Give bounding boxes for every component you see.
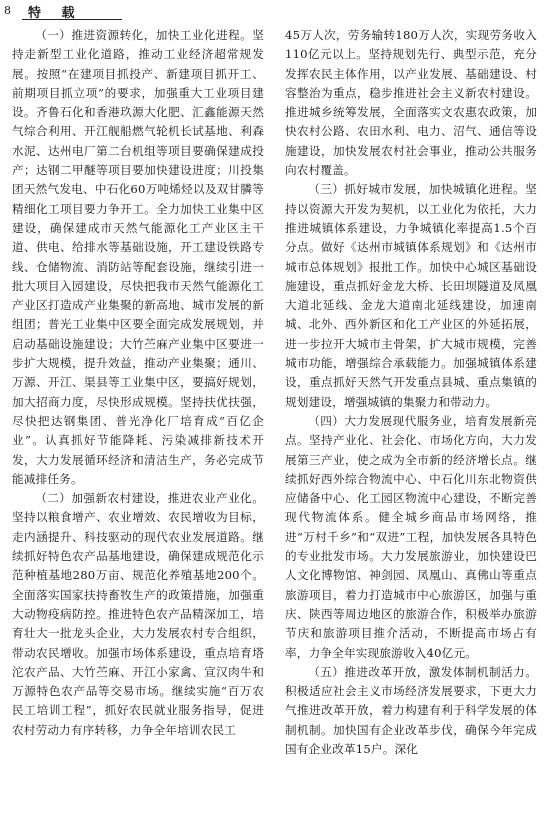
right-column (285, 26, 537, 826)
page-number: 8 (4, 4, 11, 17)
paragraph-industrialization: （一）推进资源转化，加快工业化进程。坚持走新型工业化道路，推动工业经济超常规发展。按照“在建项目抓投产、新建项目抓开工、前期项目抓立项”的要求，加强重大工业项目建设。齐鲁石化和香港玖源大化肥、汇鑫能源天然气综合利用、开江舰船燃气轮机长试基地、利森水泥、达州电厂第二台机组等项目要确保建成投产；达钢二甲醚等项目要加快建设进度；川投集团天然气发电、中石化60万吨烯烃以及双甘膦等精细化工项目要力争开工。全力加快工业集中区建设，确保建成市天然气能源化工产业区主干道、供电、给排水等基础设施，开工建设铁路专线、仓储物流、消防站等配套设施，继续引进一批大项目入园建设，尽快把我市天然气能源化工产业区打造成产业集聚的新高地、城市发展的新组团；普光工业集中区要全面完成发展规划，并启动基础设施建设；大竹苎麻产业集中区要进一步扩大规模，提升效益，推动产业集聚；通川、万源、开江、渠县等工业集中区，要搞好规划，加大招商力度，尽快形成规模。坚持扶优扶强，尽快把达钢集团、普光净化厂培育成“百亿企业”。认真抓好节能降耗、污染减排新技术开发，大力发展循环经济和清洁生产，务必完成节能减排任务。 (12, 28, 264, 486)
paragraph-reform-opening: （五）推进改革开放，激发体制机制活力。积极适应社会主义市场经济发展要求，下更大力气推进改革开放，着力构建有利于科学发展的体制机制。加快国有企业改革步伐，确保今年完成国有企业改革15户。深化 (285, 664, 537, 756)
paragraph-new-countryside: （二）加强新农村建设，推进农业产业化。坚持以粮食增产、农业增效、农民增收为目标，走内涵提升、科技驱动的现代农业发展道路。继续抓好特色农产品基地建设，确保建成规范化示范种植基地280万亩、规范化养殖基地200个。全面落实国家扶持畜牧生产的政策措施，加强重大动物疫病防控。推进特色农产品精深加工，培育壮大一批龙头企业，大力发展农村专合组织，带动农民增收。加强市场体系建设，重点培育塔沱农产品、大竹苎麻、开江小家禽、宣汉肉牛和万源特色农产品等交易市场。继续实施“百万农民工培训工程”，抓好农民就业服务指导，促进农村劳动力有序转移，力争全年培训农民工 (12, 491, 264, 737)
header-rule (22, 19, 122, 20)
paragraph-continued: 45万人次，劳务输转180万人次，实现劳务收入110亿元以上。坚持规划先行、典型示范，充分发挥农民主体作用，以产业发展、基础建设、村容整治为重点，稳步推进社会主义新农村建设。推进城乡统筹发展，全面落实文农惠农政策，加快农村公路、农田水利、电力、沼气、通信等设施建设，加快发展农村社会事业，推动公共服务向农村覆盖。 (285, 28, 537, 178)
paragraph-urbanization: （三）抓好城市发展，加快城镇化进程。坚持以资源大开发为契机，以工业化为依托，大力推进城镇体系建设，力争城镇化率提高1.5个百分点。做好《达州市城镇体系规划》和《达州市城市总体规划》报批工作。加快中心城区基础设施建设，重点抓好金龙大桥、长田坝隧道及凤凰大道北延线、金龙大道南北延线建设，加速南城、北外、西外新区和化工产业区的外延拓展，进一步拉开大城市主骨架，扩大城市规模，完善城市功能，增强综合承载能力。加强城镇体系建设，重点抓好天然气开发重点县城、重点集镇的规划建设，增强城镇的集聚力和带动力。 (285, 182, 537, 409)
left-column (12, 26, 264, 826)
paragraph-service-industry: （四）大力发展现代服务业，培育发展新亮点。坚持产业化、社会化、市场化方向，大力发展第三产业，使之成为全市新的经济增长点。继续抓好西外综合物流中心、中石化川东北物资供应储备中心、化工园区物流中心建设，不断完善现代物流体系。健全城乡商品市场网络，推进“万村千乡”和“双进”工程，加快发展各具特色的专业批发市场。大力发展旅游业，加快建设巴人文化博物馆、神剑园、凤凰山、真佛山等重点旅游项目，着力打造城市中心旅游区，加强与重庆、陕西等周边地区的旅游合作，积极举办旅游节庆和旅游项目推介活动，不断提高市场占有率，力争全年实现旅游收入40亿元。 (285, 413, 537, 660)
page-header (0, 0, 550, 24)
section-title: 特 载 (28, 6, 83, 21)
